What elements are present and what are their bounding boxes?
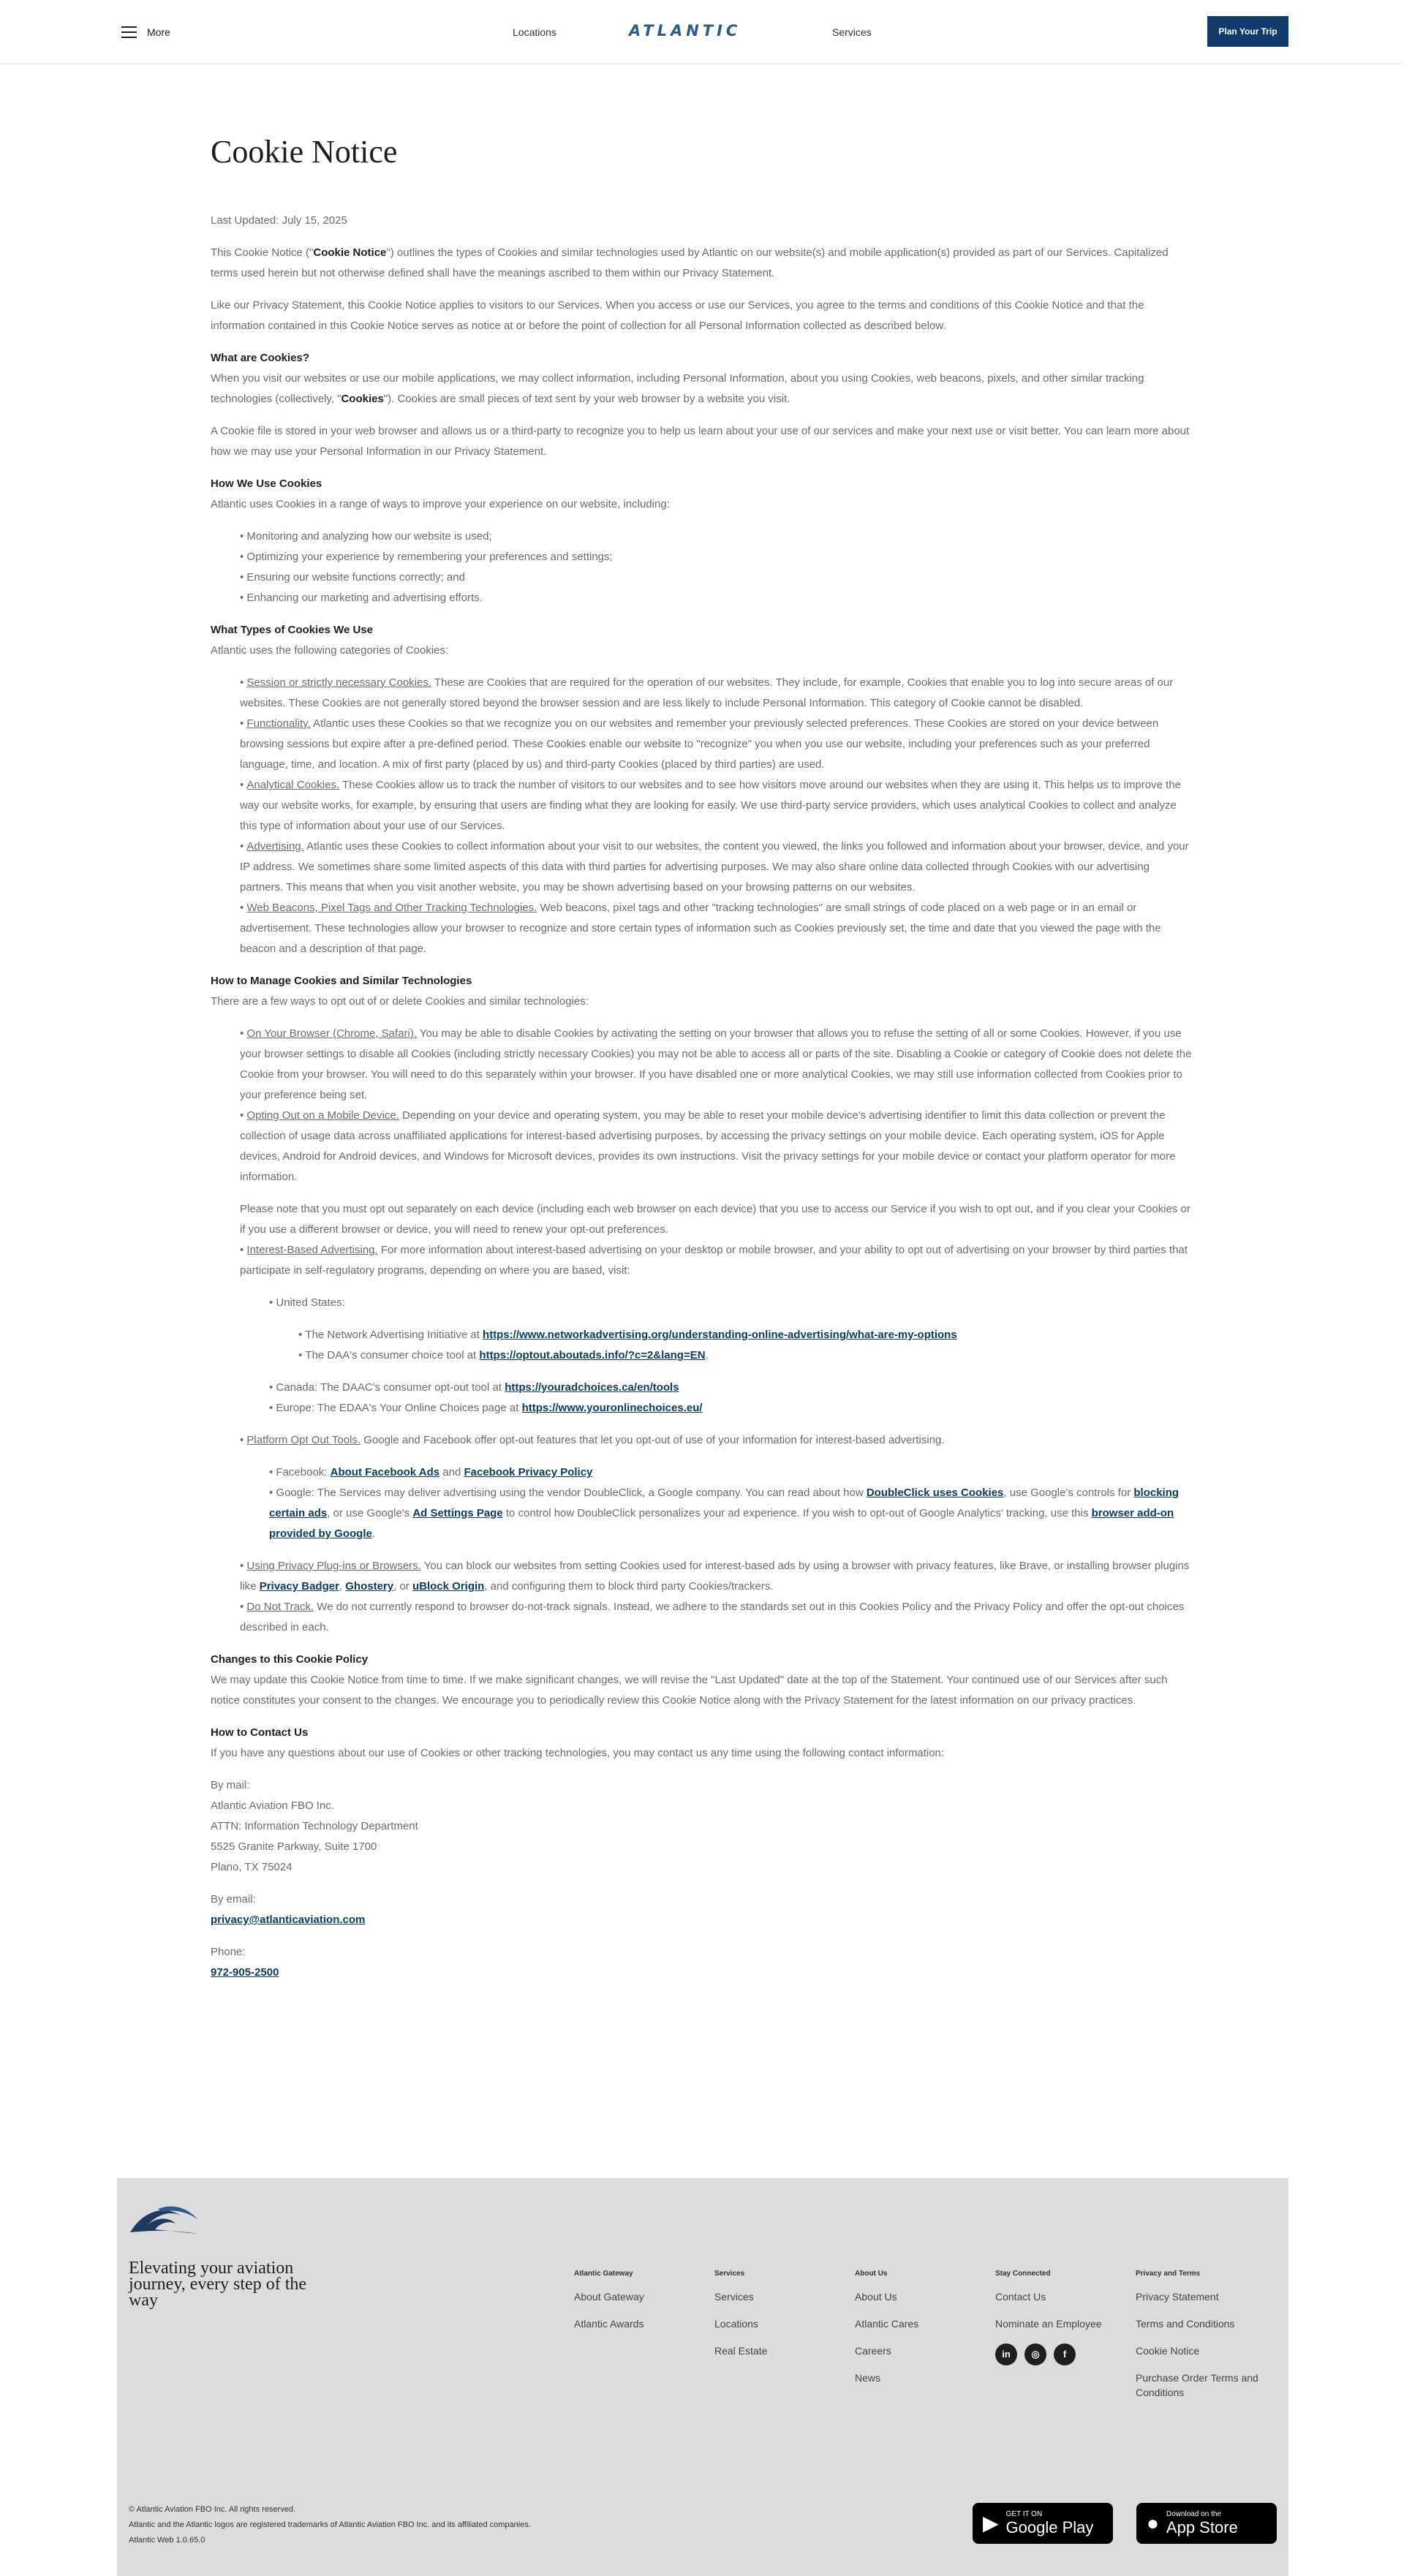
facebook-ads-link[interactable]: About Facebook Ads — [330, 1466, 440, 1478]
footer-col-privacy — [1136, 2269, 1275, 2412]
platform-tools-list — [269, 1462, 1193, 1544]
list-item: • Monitoring and analyzing how our website is used; — [240, 526, 1193, 547]
footer-col-about — [855, 2269, 918, 2398]
types-heading: What Types of Cookies We Use — [211, 624, 373, 636]
footer-link[interactable]: Contact Us — [995, 2291, 1046, 2303]
platform-list — [240, 1430, 1193, 1451]
cookie-notice-content — [211, 132, 1193, 1995]
list-item: • Platform Opt Out Tools. Google and Facebook offer opt-out features that let you opt-out of use of your information for interest-based advertising. — [240, 1430, 1193, 1451]
list-item: • On Your Browser (Chrome, Safari). You may be able to disable Cookies by activating the setting on your browser that allows you to refuse the setting of all or some Cookies. However, if you use your browser settings to disable all Cookies (including strictly necessary Cookies) you may not be able to access all or parts of the site. Disabling a Cookie or category of Cookie does not delete the Cookie from your browser. You will need to do this separately within your browser. If you have disabled one or more analytical Cookies, we may still use information collected from Cookies prior to your preference being set. — [240, 1024, 1193, 1106]
version-line: Atlantic Web 1.0.65.0 — [129, 2536, 205, 2545]
list-item: • Do Not Track. We do not currently respond to browser do-not-track signals. Instead, we adhere to the standards set out in this Cookies Policy and the Privacy Policy and offer the opt-out choices described in each. — [240, 1597, 1193, 1638]
phone-label: Phone: — [211, 1946, 246, 1958]
footer-link[interactable]: Nominate an Employee — [995, 2318, 1102, 2330]
list-item: • Facebook: About Facebook Ads and Facebook Privacy Policy — [269, 1462, 1193, 1483]
mail-block — [211, 1775, 1193, 1878]
copyright-line: © Atlantic Aviation FBO Inc. All rights reserved. — [129, 2505, 296, 2514]
iba-list — [240, 1240, 1193, 1281]
nai-link[interactable]: https://www.networkadvertising.org/understanding-online-advertising/what-are-my-options — [483, 1329, 957, 1341]
footer-link[interactable]: News — [855, 2372, 881, 2384]
footer-link[interactable]: Locations — [714, 2318, 758, 2330]
footer-col-heading: Stay Connected — [995, 2270, 1051, 2278]
trademark-line: Atlantic and the Atlantic logos are registered trademarks of Atlantic Aviation FBO Inc. and its affiliated companies. — [129, 2520, 531, 2529]
footer-link[interactable]: Real Estate — [714, 2345, 768, 2357]
footer-link[interactable]: Atlantic Awards — [574, 2318, 644, 2330]
footer-link[interactable]: About Gateway — [574, 2291, 644, 2303]
page-title: Cookie Notice — [211, 134, 398, 170]
footer-link[interactable]: Careers — [855, 2345, 891, 2357]
changes-heading: Changes to this Cookie Policy — [211, 1653, 369, 1666]
footer-tagline: Elevating your aviation journey, every step of the way — [129, 2259, 307, 2310]
canada-link[interactable]: https://youradchoices.ca/en/tools — [505, 1381, 679, 1394]
us-list — [269, 1293, 1193, 1313]
footer-link[interactable]: Cookie Notice — [1136, 2345, 1200, 2357]
atlantic-logo[interactable]: ATLANTIC — [629, 22, 741, 39]
list-item: • Canada: The DAAC's consumer opt-out tool at https://youradchoices.ca/en/tools — [269, 1378, 1193, 1398]
google-play-button[interactable]: ▶ GET IT ON Google Play — [973, 2503, 1113, 2544]
list-item: • Enhancing our marketing and advertising efforts. — [240, 588, 1193, 608]
footer-link[interactable]: About Us — [855, 2291, 897, 2303]
footer-col-heading: Atlantic Gateway — [574, 2270, 633, 2278]
site-header — [0, 0, 1404, 64]
footer-link[interactable]: Purchase Order Terms and Conditions — [1136, 2372, 1258, 2398]
list-item: • The DAA's consumer choice tool at https://optout.aboutads.info/?c=2&lang=EN. — [298, 1345, 1193, 1366]
list-item: • Session or strictly necessary Cookies. These are Cookies that are required for the operation of our websites. They include, for example, Cookies that enable you to log into secure areas of our websites. These Cookies are not generally stored beyond the browser session and are less likely to include Personal Information. This category of Cookie cannot be disabled. — [240, 673, 1193, 714]
footer-col-gateway — [574, 2269, 644, 2343]
daa-link[interactable]: https://optout.aboutads.info/?c=2&lang=EN — [479, 1349, 706, 1361]
types-intro: Atlantic uses the following categories of Cookies: — [211, 644, 449, 657]
facebook-privacy-link[interactable]: Facebook Privacy Policy — [464, 1466, 593, 1478]
list-item: • Using Privacy Plug-ins or Browsers. You can block our websites from setting Cookies used for interest-based ads by using a browser with privacy features, like Brave, or installing browser plugins like Privacy Badger, Ghostery, or uBlock Origin, and configuring them to block third party Cookies/trackers. — [240, 1556, 1193, 1597]
list-item: • Web Beacons, Pixel Tags and Other Tracking Technologies. Web beacons, pixel tags and other "tracking technologies" are small strings of code placed on a web page or in an email or advertisement. These technologies allow your browser to recognize and store certain types of information such as Cookies previously set, the time and date that you viewed the page with the beacon and a description of that page. — [240, 898, 1193, 959]
footer-col-heading: About Us — [855, 2270, 888, 2278]
contact-heading: How to Contact Us — [211, 1726, 309, 1739]
intro-paragraph-2: Like our Privacy Statement, this Cookie Notice applies to visitors to our Services. When you access or use our Services, you agree to the terms and conditions of this Cookie Notice and that the information contained in this Cookie Notice serves as notice at or before the point of collection for all Personal Information collected as described below. — [211, 299, 1144, 332]
hamburger-icon — [121, 26, 137, 38]
footer-link[interactable]: Terms and Conditions — [1136, 2318, 1235, 2330]
intl-list — [269, 1378, 1193, 1419]
address-line: Plano, TX 75024 — [211, 1861, 292, 1873]
ad-settings-link[interactable]: Ad Settings Page — [412, 1507, 503, 1519]
footer-col-connected — [995, 2269, 1102, 2365]
europe-link[interactable]: https://www.youronlinechoices.eu/ — [521, 1402, 703, 1414]
facebook-icon[interactable]: f — [1054, 2343, 1076, 2365]
intro-paragraph-1: This Cookie Notice ("Cookie Notice") outlines the types of Cookies and similar technologies used by Atlantic on our website(s) and mobile application(s) provided as part of our Services. Capitalized terms used herein but not otherwise defined shall have the meanings ascribed to them within our Privacy Statement. — [211, 246, 1169, 279]
blocking-ads-link[interactable]: blocking certain ads — [269, 1487, 1180, 1519]
cookie-types-list — [240, 673, 1193, 959]
footer-link[interactable]: Atlantic Cares — [855, 2318, 919, 2330]
email-link[interactable]: privacy@atlanticaviation.com — [211, 1914, 366, 1926]
opt-out-note: Please note that you must opt out separately on each device (including each web browser on each device) that you use to access our Service if you wish to opt out, and if you clear your Cookies or if you use a different browser or device, you will need to renew your opt-out preferences. — [240, 1203, 1190, 1236]
footer-link[interactable]: Privacy Statement — [1136, 2291, 1219, 2303]
what-are-cookies-heading: What are Cookies? — [211, 352, 310, 364]
list-item: • Analytical Cookies. These Cookies allow us to track the number of visitors to our websites and to see how visitors move around our websites when they are using it. This helps us to improve the way our website works, for example, by ensuring that users are finding what they are looking for easily. We use third-party service providers, which uses analytical Cookies to collect and analyze this type of information about your use of our Services. — [240, 775, 1193, 836]
address-line: Atlantic Aviation FBO Inc. — [211, 1799, 334, 1812]
list-item: • Advertising. Atlantic uses these Cookies to collect information about your visit to our websites, the content you viewed, the links you followed and information about your browser, device, and your IP address. We sometimes share some limited aspects of this data with third parties for advertising purposes. We may also share online data collected through Cookies with our advertising partners. This means that when you visit another website, you may be shown advertising based on your browsing patterns on our websites. — [240, 836, 1193, 898]
google-addon-link[interactable]: browser add-on provided by Google — [269, 1507, 1174, 1540]
list-item: • Europe: The EDAA's Your Online Choices page at https://www.youronlinechoices.eu/ — [269, 1398, 1193, 1419]
list-item: • Opting Out on a Mobile Device. Depending on your device and operating system, you may be able to reset your mobile device's advertising identifier to limit this data collection or prevent the collection of usage data across unaffiliated applications for interest-based advertising purposes, by accessing the privacy settings on your mobile device. Each operating system, iOS for Apple devices, Android for Android devices, and Windows for Microsoft devices, provides its own instructions. Visit the privacy settings for your mobile device or contact your platform operator for more information. — [240, 1106, 1193, 1187]
instagram-icon[interactable]: ◎ — [1024, 2343, 1046, 2365]
site-footer — [117, 2178, 1288, 2576]
google-play-icon: ▶ — [983, 2512, 999, 2534]
nav-services-link[interactable]: Services — [832, 26, 872, 38]
linkedin-icon[interactable]: in — [995, 2343, 1017, 2365]
manage-heading: How to Manage Cookies and Similar Technologies — [211, 975, 472, 987]
footer-link[interactable]: Services — [714, 2291, 754, 2303]
phone-block — [211, 1942, 1193, 1983]
apple-icon: ● — [1147, 2512, 1159, 2534]
manage-intro: There are a few ways to opt out of or delete Cookies and similar technologies: — [211, 995, 589, 1008]
list-item: • The Network Advertising Initiative at https://www.networkadvertising.org/understanding-online-advertising/what-are-my-options — [298, 1325, 1193, 1345]
plugins-list — [240, 1556, 1193, 1638]
list-item: • Google: The Services may deliver advertising using the vendor DoubleClick, a Google company. You can read about how DoubleClick uses Cookies, use Google's controls for blocking certain ads, or use Google's Ad Settings Page to control how DoubleClick personalizes your ad experience. If you wish to opt-out of Google Analytics' tracking, use this browser add-on provided by Google. — [269, 1483, 1193, 1544]
doubleclick-link[interactable]: DoubleClick uses Cookies — [866, 1487, 1004, 1499]
us-resources-list — [298, 1325, 1193, 1366]
list-item: • United States: — [269, 1293, 1193, 1313]
manage-list — [240, 1024, 1193, 1187]
what-paragraph-2: A Cookie file is stored in your web browser and allows us or a third-party to recognize you to help us learn about your use of our services and make your next use or visit better. You can learn more about how we may use your Personal Information in our Privacy Statement. — [211, 425, 1190, 458]
list-item: • Ensuring our website functions correctly; and — [240, 567, 1193, 588]
nav-locations-link[interactable]: Locations — [513, 26, 556, 38]
contact-intro: If you have any questions about our use of Cookies or other tracking technologies, you may contact us any time using the following contact information: — [211, 1747, 945, 1759]
atlantic-wave-logo-icon[interactable] — [129, 2203, 199, 2235]
app-store-button[interactable]: ● Download on the App Store — [1136, 2503, 1277, 2544]
changes-paragraph: We may update this Cookie Notice from time to time. If we make significant changes, we will revise the "Last Updated" date at the top of the Statement. Your continued use of our Services after such notice constitutes your consent to the changes. We encourage you to periodically review this Cookie Notice along with the Privacy Statement for the latest information on our privacy practices. — [211, 1674, 1168, 1707]
phone-link[interactable]: 972-905-2500 — [211, 1966, 279, 1979]
more-menu-label: More — [147, 26, 170, 38]
address-line: ATTN: Information Technology Department — [211, 1820, 418, 1832]
footer-col-services — [714, 2269, 767, 2371]
ublock-link[interactable]: uBlock Origin — [412, 1580, 485, 1593]
list-item: • Interest-Based Advertising. For more information about interest-based advertising on your desktop or mobile browser, and your ability to opt out of advertising on your browser by third parties that participate in self-regulatory programs, depending on where you are based, visit: — [240, 1240, 1193, 1281]
address-line: 5525 Granite Parkway, Suite 1700 — [211, 1840, 377, 1853]
footer-col-heading: Services — [714, 2270, 745, 2278]
how-we-use-list — [240, 526, 1193, 608]
what-paragraph-1: When you visit our websites or use our mobile applications, we may collect information, including Personal Information, about you using Cookies, web beacons, pixels, and other similar tracking technologies (collectively, "Cookies"). Cookies are small pieces of text sent by your web browser by a website you visit. — [211, 372, 1144, 405]
footer-col-heading: Privacy and Terms — [1136, 2270, 1201, 2278]
email-label: By email: — [211, 1893, 256, 1905]
how-we-use-intro: Atlantic uses Cookies in a range of ways to improve your experience on our website, including: — [211, 498, 670, 510]
list-item: • Optimizing your experience by remembering your preferences and settings; — [240, 547, 1193, 567]
last-updated: Last Updated: July 15, 2025 — [211, 214, 347, 227]
plan-your-trip-button[interactable]: Plan Your Trip — [1207, 16, 1288, 47]
mail-label: By mail: — [211, 1779, 250, 1791]
list-item: • Functionality. Atlantic uses these Cookies so that we recognize you on our websites and remember your previously selected preferences. These Cookies are stored on your device between browsing sessions but expire after a pre-defined period. These Cookies enable our website to "recognize" you when you use our website, including your preferences such as your preferred language, time, and location. A mix of first party (placed by us) and third-party Cookies (placed by third parties) are used. — [240, 714, 1193, 775]
privacy-badger-link[interactable]: Privacy Badger — [259, 1580, 339, 1593]
how-we-use-heading: How We Use Cookies — [211, 477, 322, 490]
copyright-block — [129, 2502, 531, 2548]
more-menu-button[interactable] — [121, 22, 170, 42]
ghostery-link[interactable]: Ghostery — [345, 1580, 394, 1593]
email-block — [211, 1889, 1193, 1930]
social-links — [995, 2343, 1102, 2365]
